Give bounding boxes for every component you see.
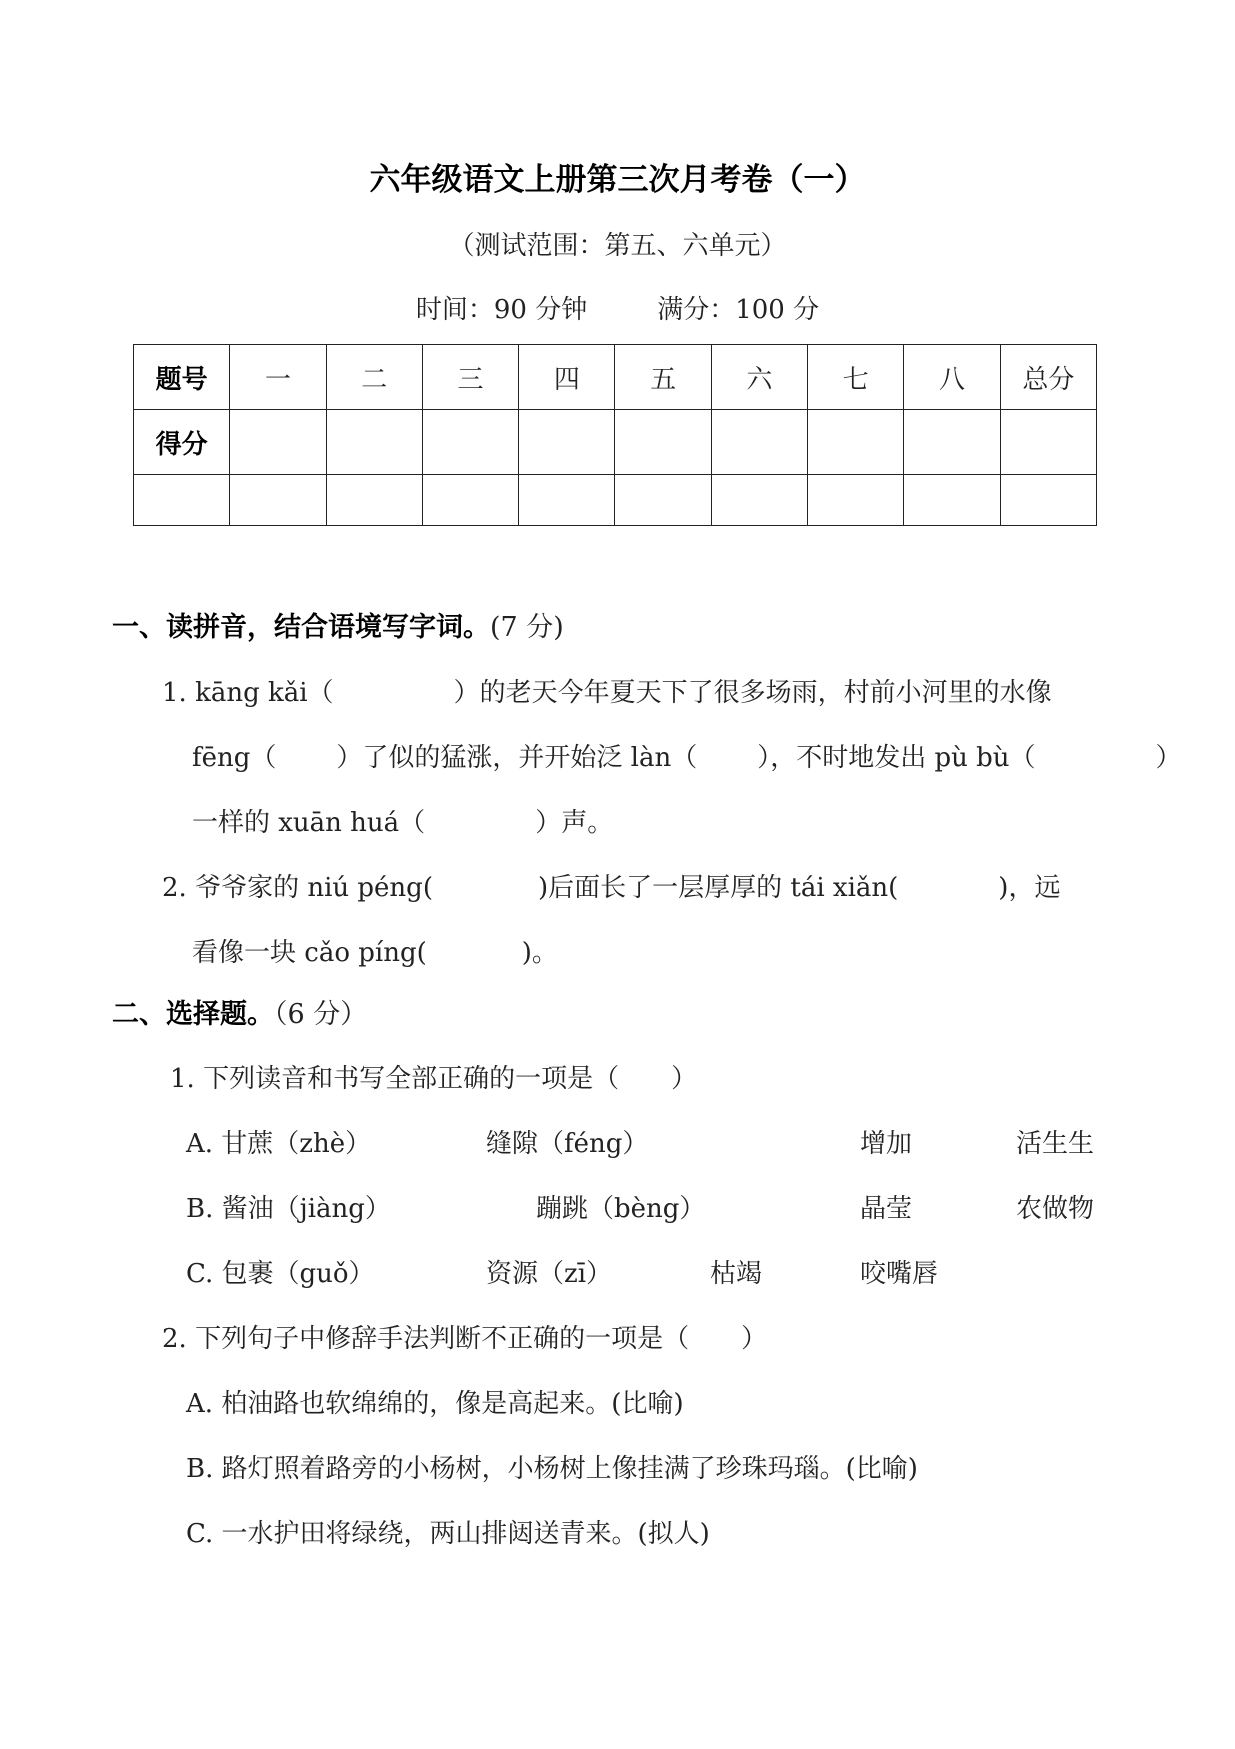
text-span: 1. kāng kǎi（ [162,678,334,708]
option-b-word-2: 蹦跳（bèng） [536,1194,706,1224]
section-1-title: 一、读拼音，结合语境写字词。 [112,612,490,643]
option-c-word-2: 资源（zī） [486,1259,613,1289]
text-span: )，远 [998,873,1061,903]
option-c-word-3: 枯竭 [710,1259,763,1289]
score-table-cell [230,410,326,475]
question-1-2-line-2 [192,940,558,966]
score-table-cell [134,475,230,526]
option-b: B. 路灯照着路旁的小杨树，小杨树上像挂满了珍珠玛瑙。(比喻) [186,1454,918,1484]
score-table-cell: 七 [808,345,904,410]
test-scope: （测试范围：第五、六单元） [448,231,787,261]
score-table-cell: 题号 [134,345,230,410]
score-table-cell [326,410,422,475]
score-table-cell [711,410,807,475]
score-table-cell [808,475,904,526]
score-table-cell [615,410,711,475]
full-score: 满分：100 分 [657,295,820,325]
section-1-points: (7 分) [490,612,564,643]
score-table-cell: 八 [904,345,1000,410]
score-table-cell: 二 [326,345,422,410]
exam-time: 时间：90 分钟 [415,295,588,325]
score-table-cell [904,475,1000,526]
question-1-1-line-1 [162,680,1052,706]
section-2-points: （6 分） [274,999,368,1030]
score-table-cell [904,410,1000,475]
question-1-1-line-2 [192,745,1182,771]
option-a-word-4: 活生生 [1016,1129,1095,1159]
score-table-cell [1000,410,1096,475]
score-table-cell [422,410,518,475]
text-span: ）了似的猛涨，并开始泛 làn（ [336,743,698,773]
score-table-empty-row [134,475,1097,526]
score-table-cell [615,475,711,526]
score-table-cell: 得分 [134,410,230,475]
option-a-word-2: 缝隙（féng） [486,1129,649,1159]
score-table-score-row [134,410,1097,475]
text-span: ），不时地发出 pù bù（ [757,743,1036,773]
option-b-word-3: 晶莹 [860,1194,913,1224]
score-table-cell [711,475,807,526]
option-c-word-1: C. 包裹（guǒ） [186,1259,375,1289]
score-table-header-row [134,345,1097,410]
option-c-word-4: 咬嘴唇 [860,1259,939,1289]
score-table-cell [808,410,904,475]
text-span: 一样的 xuān huá（ [192,808,426,838]
score-table-cell: 总分 [1000,345,1096,410]
page-title: 六年级语文上册第三次月考卷（一） [369,162,866,198]
section-1-heading [112,614,564,641]
time-and-score-info [0,297,1235,323]
text-span: )后面长了一层厚厚的 tái xiǎn( [537,873,899,903]
option-b-word-4: 农做物 [1016,1194,1095,1224]
text-span: )。 [521,938,558,968]
score-table-cell: 五 [615,345,711,410]
score-table-cell: 六 [711,345,807,410]
score-table-cell: 三 [422,345,518,410]
option-a-word-1: A. 甘蔗（zhè） [186,1129,372,1159]
option-a: A. 柏油路也软绵绵的，像是高起来。(比喻) [186,1389,684,1419]
score-table-cell: 一 [230,345,326,410]
question-1-1-line-3 [192,810,613,836]
text-span: ）的老天今年夏天下了很多场雨，村前小河里的水像 [453,678,1052,708]
option-c: C. 一水护田将绿绕，两山排闼送青来。(拟人) [186,1519,710,1549]
text-span: fēng（ [192,743,277,773]
option-b-word-1: B. 酱油（jiàng） [186,1194,391,1224]
text-span: ） [1155,743,1182,773]
text-span: 2. 爷爷家的 niú péng( [162,873,433,903]
score-table-cell [519,475,615,526]
score-table-cell [422,475,518,526]
question-1-2-line-1 [162,875,1060,901]
score-table [133,344,1097,526]
text-span: ）声。 [535,808,614,838]
score-table-cell [230,475,326,526]
text-span: 看像一块 cǎo píng( [192,938,427,968]
option-a-word-3: 增加 [860,1129,913,1159]
score-table-cell: 四 [519,345,615,410]
score-table-cell [1000,475,1096,526]
question-2-1-stem: 1. 下列读音和书写全部正确的一项是（ ） [170,1064,698,1094]
question-2-2-stem: 2. 下列句子中修辞手法判断不正确的一项是（ ） [162,1324,768,1354]
section-2-title: 二、选择题。 [112,999,274,1030]
score-table-cell [326,475,422,526]
section-2-heading [112,1001,367,1028]
score-table-cell [519,410,615,475]
